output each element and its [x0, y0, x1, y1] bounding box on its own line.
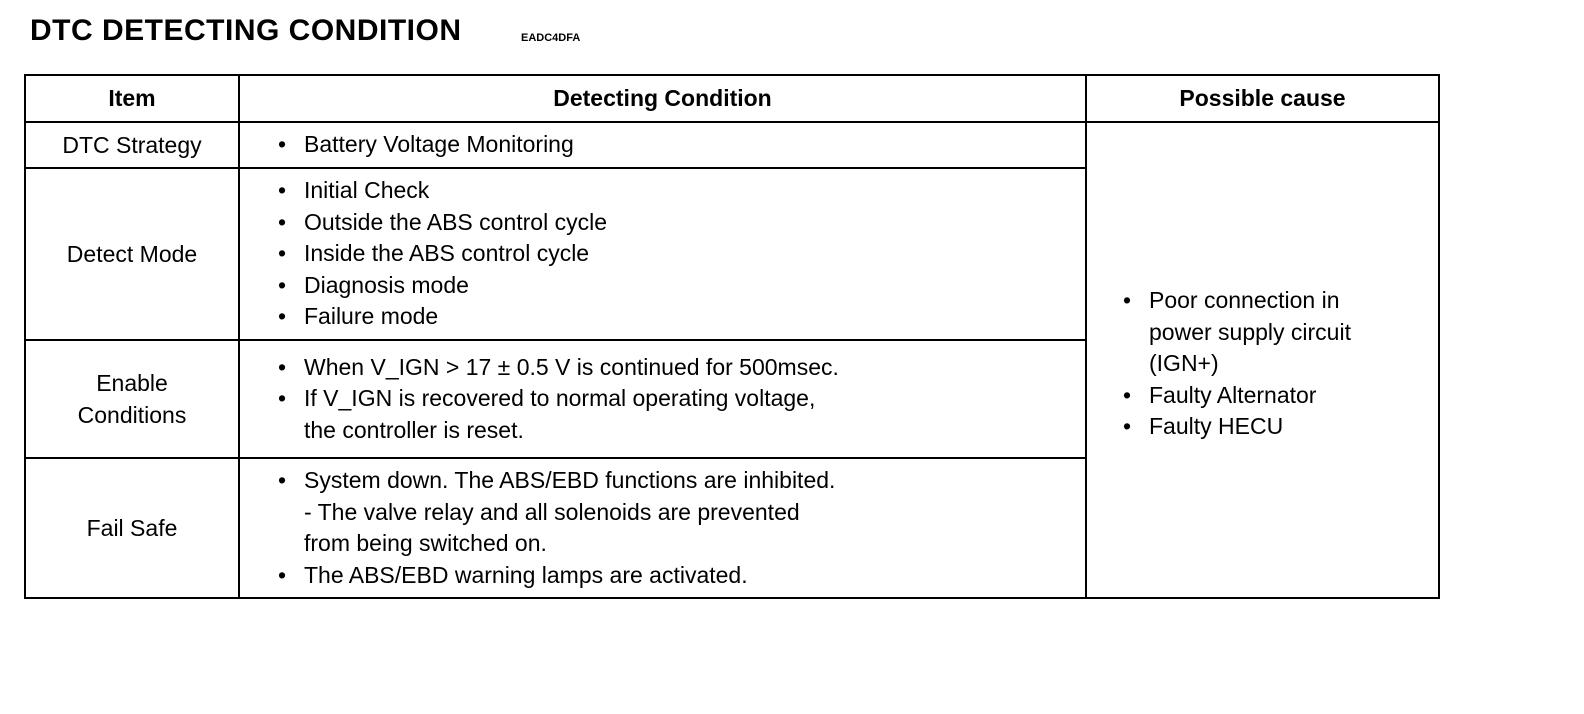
condition-list [278, 175, 1085, 333]
condition-list [278, 465, 1085, 591]
item-label: DTC Strategy [62, 132, 202, 158]
item-label: Detect Mode [66, 241, 198, 267]
condition-item: • Outside the ABS control cycle [278, 207, 1085, 239]
cause-item: • Faulty Alternator [1123, 380, 1438, 412]
cause-list [1123, 285, 1438, 443]
page-title: DTC DETECTING CONDITION [30, 14, 462, 47]
row-condition-fail-safe [239, 458, 1086, 598]
table-header-row [25, 75, 1439, 122]
cause-item: • Poor connection in power supply circuit (IGN+) [1123, 285, 1438, 380]
dtc-condition-table [24, 74, 1440, 599]
condition-item: • Failure mode [278, 301, 1085, 333]
document-code: EADC4DFA [521, 32, 581, 44]
condition-item: • If V_IGN is recovered to normal operating voltage, the controller is reset. [278, 383, 1085, 446]
condition-item: • The ABS/EBD warning lamps are activated. [278, 560, 1085, 592]
condition-item: • System down. The ABS/EBD functions are inhibited. - The valve relay and all solenoids are prevented from being switched on. [278, 465, 1085, 560]
row-condition-enable-conditions [239, 340, 1086, 458]
possible-cause-cell [1086, 122, 1439, 598]
condition-item: • Inside the ABS control cycle [278, 238, 1085, 270]
row-item-detect-mode [25, 168, 239, 340]
condition-list [278, 352, 1085, 447]
row-condition-dtc-strategy [239, 122, 1086, 168]
condition-item: • Initial Check [278, 175, 1085, 207]
row-item-dtc-strategy [25, 122, 239, 168]
condition-item: • Diagnosis mode [278, 270, 1085, 302]
row-item-fail-safe [25, 458, 239, 598]
column-header-item: Item [25, 75, 239, 122]
table-row [25, 122, 1439, 168]
item-label: Conditions [77, 402, 187, 428]
item-label: Enable [96, 370, 168, 396]
column-header-detecting-condition: Detecting Condition [239, 75, 1086, 122]
column-header-possible-cause: Possible cause [1086, 75, 1439, 122]
cause-item: • Faulty HECU [1123, 411, 1438, 443]
row-condition-detect-mode [239, 168, 1086, 340]
condition-list [278, 129, 1085, 161]
row-item-enable-conditions [25, 340, 239, 458]
condition-item: • When V_IGN > 17 ± 0.5 V is continued for 500msec. [278, 352, 1085, 384]
condition-item: • Battery Voltage Monitoring [278, 129, 1085, 161]
item-label: Fail Safe [86, 515, 178, 541]
